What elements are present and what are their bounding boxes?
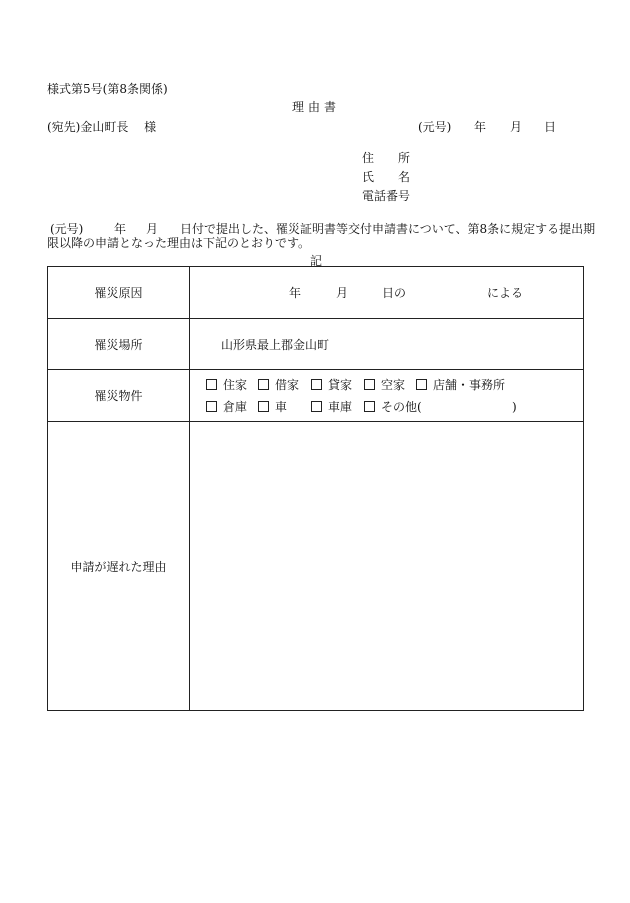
checkbox-icon [311, 379, 322, 390]
ki-heading: 記 [310, 254, 323, 268]
checkbox-label: 貸家 [328, 378, 353, 392]
cause-value-cell[interactable] [190, 267, 584, 319]
reason-value-cell[interactable] [190, 422, 584, 711]
checkbox-icon [364, 401, 375, 412]
body-text-line-1 [50, 223, 595, 235]
addressee: (宛先)金山町長 様 [47, 120, 157, 134]
record-table [47, 266, 584, 711]
checkbox-residence[interactable] [206, 379, 247, 391]
checkbox-label: 住家 [223, 378, 248, 392]
checkbox-car[interactable] [258, 401, 287, 413]
checkbox-rented-house[interactable] [258, 379, 299, 391]
checkbox-icon [206, 379, 217, 390]
checkbox-warehouse[interactable] [206, 401, 247, 413]
property-value-cell [190, 370, 584, 422]
checkbox-icon [206, 401, 217, 412]
table-row-cause [48, 267, 584, 319]
reason-label: 申請が遅れた理由 [48, 422, 190, 711]
other-close-paren: ) [512, 400, 517, 414]
cause-day: 日の [382, 286, 407, 300]
checkbox-other[interactable] [364, 401, 422, 413]
cause-label: 罹災原因 [48, 267, 190, 319]
body-text-line-2: 限以降の申請となった理由は下記のとおりです。 [47, 236, 311, 250]
table-row-property [48, 370, 584, 422]
place-value: 山形県最上郡金山町 [221, 338, 330, 352]
checkbox-icon [311, 401, 322, 412]
header-date-month: 月 [510, 120, 523, 134]
table-row-reason [48, 422, 584, 711]
body-year: 年 [114, 222, 127, 236]
cause-year: 年 [289, 286, 302, 300]
checkbox-label: 店舗・事務所 [433, 378, 506, 392]
checkbox-store-office[interactable] [416, 379, 505, 391]
checkbox-label: その他( [381, 400, 422, 414]
header-date-day: 日 [544, 120, 557, 134]
place-label: 罹災場所 [48, 319, 190, 370]
body-line-1-rest: 日付で提出した、罹災証明書等交付申請書について、第8条に規定する提出期 [180, 222, 596, 236]
checkbox-icon [364, 379, 375, 390]
header-date-era: (元号) [418, 120, 452, 134]
checkbox-label: 倉庫 [223, 400, 248, 414]
checkbox-vacant-house[interactable] [364, 379, 405, 391]
document-title: 理由書 [292, 100, 341, 114]
body-month: 月 [146, 222, 159, 236]
cause-month: 月 [336, 286, 349, 300]
checkbox-label: 車庫 [328, 400, 353, 414]
checkbox-icon [258, 379, 269, 390]
applicant-address-label: 住 所 [362, 151, 411, 165]
checkbox-icon [258, 401, 269, 412]
header-date-year: 年 [474, 120, 487, 134]
applicant-phone-label: 電話番号 [362, 189, 411, 203]
checkbox-leased-house[interactable] [311, 379, 352, 391]
table-row-place [48, 319, 584, 370]
body-era: (元号) [50, 222, 84, 236]
cause-by: による [487, 286, 524, 300]
place-value-cell[interactable] [190, 319, 584, 370]
checkbox-label: 借家 [275, 378, 300, 392]
checkbox-garage[interactable] [311, 401, 352, 413]
checkbox-label: 車 [275, 400, 288, 414]
form-number: 様式第5号(第8条関係) [47, 82, 168, 96]
checkbox-icon [416, 379, 427, 390]
applicant-name-label: 氏 名 [362, 170, 411, 184]
checkbox-label: 空家 [381, 378, 406, 392]
property-label: 罹災物件 [48, 370, 190, 422]
header-date [418, 121, 556, 133]
